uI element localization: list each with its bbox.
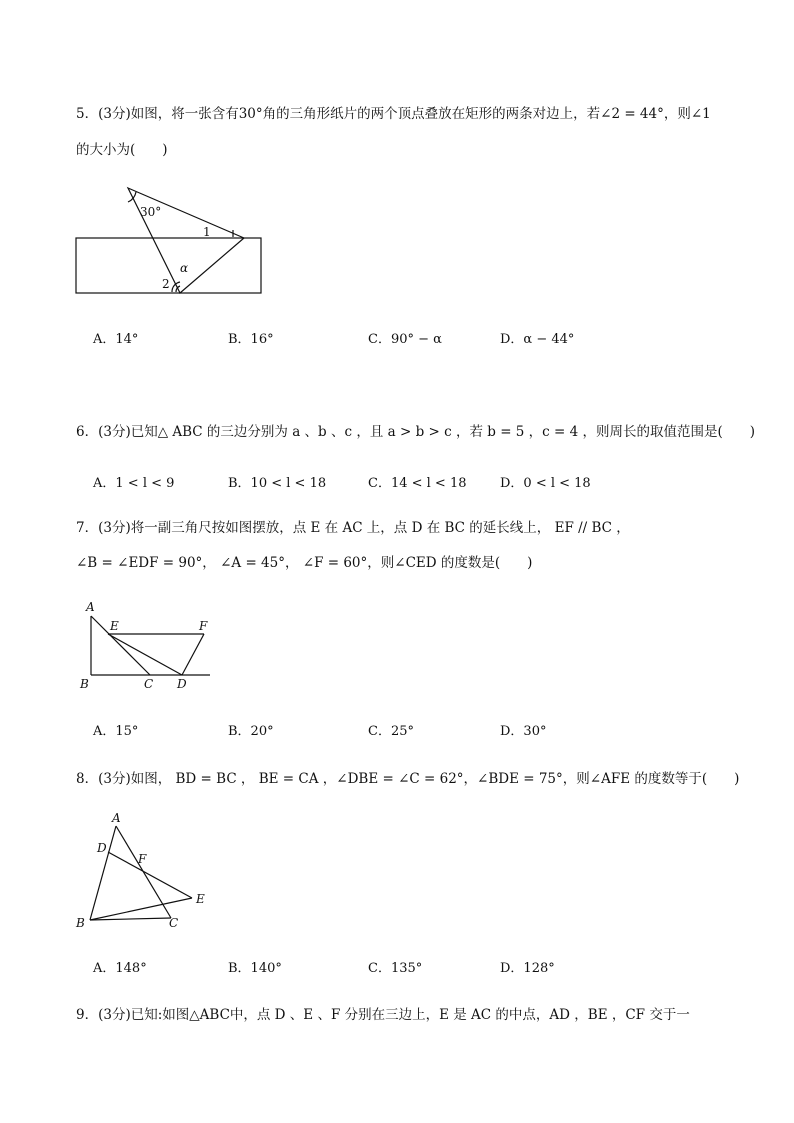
question-5-stem-line2: 的大小为( ) bbox=[76, 142, 168, 158]
q5-option-d[interactable]: D．α − 44° bbox=[500, 332, 575, 347]
label-A: A bbox=[112, 811, 121, 825]
q7-option-d[interactable]: D．30° bbox=[500, 724, 547, 739]
q8-option-c[interactable]: C．135° bbox=[368, 961, 423, 976]
segment-ed bbox=[108, 634, 182, 675]
q7-option-c[interactable]: C．25° bbox=[368, 724, 414, 739]
label-E: E bbox=[110, 619, 119, 633]
question-8-stem: 8．(3分)如图， BD = BC ， BE = CA ，∠DBE = ∠C = 62°，∠BDE = 75°，则∠AFE 的度数等于( ) bbox=[76, 771, 740, 787]
label-30deg: 30° bbox=[140, 205, 162, 219]
q6-option-d[interactable]: D．0 < l < 18 bbox=[500, 476, 591, 491]
q5-option-a[interactable]: A．14° bbox=[93, 332, 139, 347]
q8-option-d[interactable]: D．128° bbox=[500, 961, 555, 976]
q8-option-b[interactable]: B．140° bbox=[228, 961, 282, 976]
segment-ac bbox=[91, 616, 150, 675]
question-6 bbox=[76, 420, 755, 440]
q5-option-c[interactable]: C．90° − α bbox=[368, 332, 442, 347]
question-7-line2 bbox=[76, 551, 532, 571]
label-A: A bbox=[86, 600, 95, 614]
question-7-stem-line2: ∠B = ∠EDF = 90°， ∠A = 45°， ∠F = 60°，则∠CED 的度数是( ) bbox=[76, 555, 533, 571]
question-9 bbox=[76, 1003, 690, 1023]
question-5-stem-line1: 5．(3分)如图，将一张含有30°角的三角形纸片的两个顶点叠放在矩形的两条对边上，若∠2 = 44°，则∠1 bbox=[76, 106, 711, 122]
label-F: F bbox=[138, 852, 147, 866]
question-7-stem-line1: 7．(3分)将一副三角尺按如图摆放，点 E 在 AC 上，点 D 在 BC 的延长线上， EF // BC ， bbox=[76, 520, 630, 536]
question-6-stem: 6．(3分)已知△ ABC 的三边分别为 a 、b 、c ，且 a > b > c ，若 b = 5 ，c = 4 ，则周长的取值范围是( ) bbox=[76, 424, 756, 440]
label-B: B bbox=[76, 916, 85, 930]
label-C: C bbox=[144, 677, 154, 691]
triangle bbox=[128, 188, 244, 293]
q8-option-a[interactable]: A．148° bbox=[93, 961, 147, 976]
question-8-figure bbox=[70, 810, 220, 935]
segment-de bbox=[108, 852, 192, 898]
q6-option-a[interactable]: A．1 < l < 9 bbox=[93, 476, 175, 491]
label-E: E bbox=[196, 892, 205, 906]
segment-fd bbox=[182, 634, 204, 675]
q6-option-b[interactable]: B．10 < l < 18 bbox=[228, 476, 327, 491]
question-7-figure bbox=[78, 600, 218, 695]
label-1: 1 bbox=[203, 225, 211, 239]
label-D: D bbox=[97, 841, 107, 855]
label-B: B bbox=[80, 677, 89, 691]
label-2: 2 bbox=[162, 277, 170, 291]
q6-option-c[interactable]: C．14 < l < 18 bbox=[368, 476, 467, 491]
question-5-figure bbox=[70, 180, 270, 300]
question-7 bbox=[76, 516, 630, 536]
question-5 bbox=[76, 102, 711, 122]
q5-option-b[interactable]: B．16° bbox=[228, 332, 274, 347]
label-D: D bbox=[177, 677, 187, 691]
q7-option-b[interactable]: B．20° bbox=[228, 724, 274, 739]
question-5-line2 bbox=[76, 138, 168, 158]
q7-option-a[interactable]: A．15° bbox=[93, 724, 139, 739]
question-8 bbox=[76, 767, 739, 787]
label-alpha: α bbox=[180, 261, 189, 275]
segment-bc bbox=[90, 918, 171, 920]
label-F: F bbox=[199, 619, 208, 633]
label-C: C bbox=[169, 916, 179, 930]
question-9-stem: 9．(3分)已知:如图△ABC中，点 D 、E 、F 分别在三边上，E 是 AC 的中点，AD ，BE ，CF 交于一 bbox=[76, 1007, 690, 1023]
